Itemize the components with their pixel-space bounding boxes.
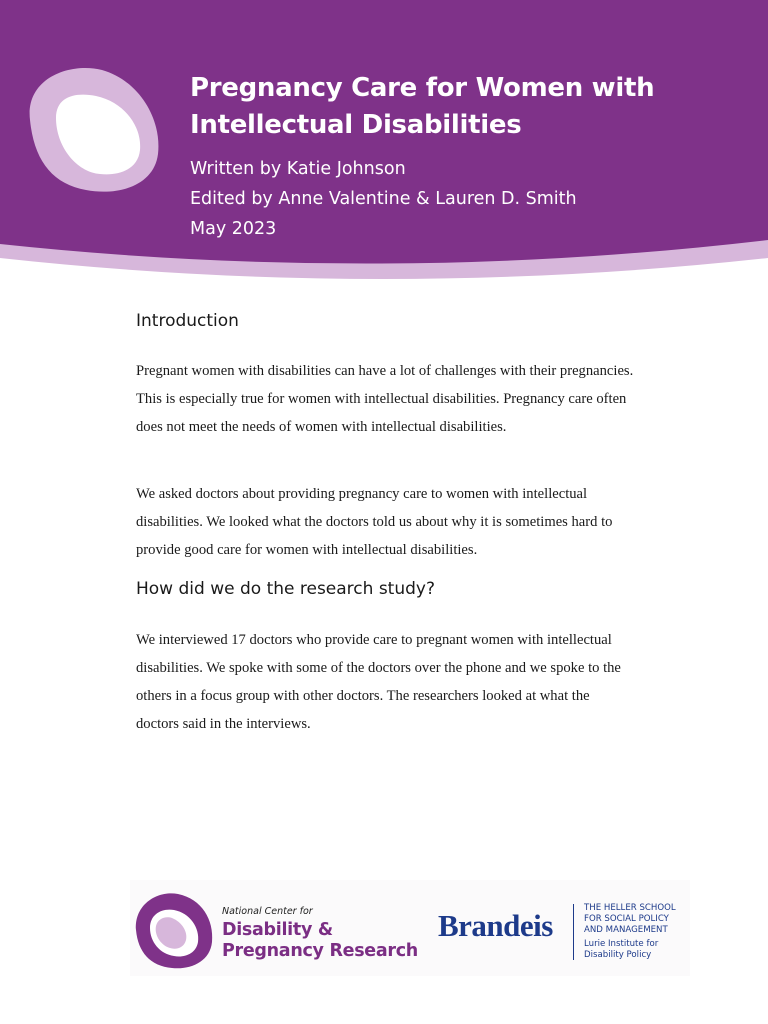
- heller-line1: THE HELLER SCHOOL: [584, 903, 676, 913]
- header-banner: [0, 0, 768, 290]
- header-background: [0, 0, 768, 290]
- paragraph: [136, 626, 636, 738]
- paragraph: [136, 480, 636, 564]
- paragraph-text: We asked doctors about providing pregnancy care to women with intellectual disabilities. We looked what the doctors told us about why it is sometimes hard to provide good care for women with intellectual disabilities.: [136, 486, 613, 558]
- section-heading: Introduction: [136, 311, 239, 331]
- paragraph: [136, 357, 636, 441]
- heller-line2: FOR SOCIAL POLICY: [584, 914, 669, 924]
- editors-line: Edited by Anne Valentine & Lauren D. Smith: [190, 189, 577, 209]
- logo-divider: [573, 904, 574, 960]
- paragraph-text: We interviewed 17 doctors who provide care to pregnant women with intellectual disabilities. We spoke with some of the doctors over the phone and we spoke to the others in a focus group with other doctors. The researchers looked at what the doctors said in the interviews.: [136, 632, 621, 732]
- document-title: Pregnancy Care for Women with Intellectual Disabilities: [190, 73, 655, 140]
- heller-line3: AND MANAGEMENT: [584, 925, 668, 935]
- lurie-line2: Disability Policy: [584, 950, 652, 960]
- footer-logos: [130, 880, 690, 976]
- brandeis-logo: Brandeis: [438, 908, 553, 943]
- section-research-study: [136, 579, 636, 599]
- lurie-line1: Lurie Institute for: [584, 939, 659, 949]
- ncdpr-logo-icon: [130, 880, 220, 976]
- ncdpr-name-line1: Disability &: [222, 920, 333, 940]
- author-line: Written by Katie Johnson: [190, 159, 406, 179]
- section-heading: How did we do the research study?: [136, 579, 435, 599]
- ncdpr-name-line2: Pregnancy Research: [222, 941, 418, 961]
- section-introduction: [136, 311, 636, 331]
- ncdpr-subtitle: National Center for: [222, 906, 313, 917]
- date-line: May 2023: [190, 219, 277, 239]
- paragraph-text: Pregnant women with disabilities can have a lot of challenges with their pregnancies. This is especially true for women with intellectual disabilities. Pregnancy care often does not meet the needs of women with intellectual disabilities.: [136, 363, 634, 435]
